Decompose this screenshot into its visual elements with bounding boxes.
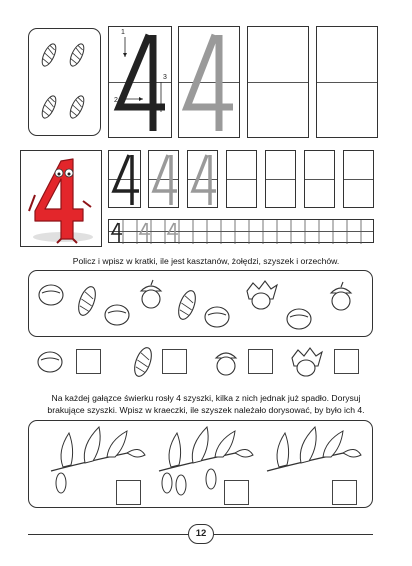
spruce-branch [267,427,361,471]
pine-cones-picture [29,29,102,137]
instruction-line-2: brakujące szyszki. Wpisz w kraeczki, ile szyszek należało dorysować, by było ich 4. [47,405,365,415]
writing-box-medium-4[interactable] [226,150,257,208]
acorn [141,280,161,308]
chestnut [287,309,311,329]
tracing-box-large-1 [108,26,172,138]
stroke-number-1: 1 [121,29,125,36]
objects-counting-box [28,270,373,337]
answer-box-acorns[interactable] [248,349,273,374]
red-four-box [20,150,102,247]
chestnut [39,285,63,305]
writing-box-large-3[interactable] [247,26,309,138]
tracing-box-medium-1 [108,150,141,208]
footer-line-left [28,534,188,535]
red-four-character-picture [21,151,103,248]
answer-box-branch-1[interactable] [116,480,141,505]
cone [75,285,98,318]
tracing-box-medium-3 [187,150,218,208]
cone-icon [131,346,154,379]
hazelnut [247,281,277,309]
page-number-badge [188,524,214,544]
acorn-icon [216,353,236,375]
box-midline [248,82,308,83]
tracing-box-medium-2 [148,150,179,208]
answer-box-branch-3[interactable] [332,480,357,505]
chestnut [205,307,229,327]
cone-sample-box [28,28,101,136]
box-midline [317,82,377,83]
cone [175,289,198,322]
instruction-count: Policz i wpisz w kratki, ile jest kasztanów, żołędzi, szyszek i orzechów. [72,256,340,266]
instruction-draw-cones [20,392,392,416]
digit-four-trace-gray-small [188,151,219,209]
page-number: 12 [195,528,207,539]
digit-four-guided-small [109,151,142,209]
writing-box-medium-7[interactable] [343,150,374,208]
tracing-box-large-2 [178,26,240,138]
instruction-line-1: Na każdej gałązce świerku rosły 4 szyszki, kilka z nich jednak już spadło. Dorysuj [51,393,361,403]
footer-line-right [214,534,373,535]
stroke-number-2: 2 [114,97,118,104]
tracing-strip-grid [109,220,375,244]
acorn [331,282,351,310]
branches-box [28,420,373,508]
answer-box-branch-2[interactable] [224,480,249,505]
cone [206,469,216,489]
mixed-objects-picture [29,271,374,338]
answer-box-chestnuts[interactable] [76,349,101,374]
writing-box-large-4[interactable] [316,26,378,138]
cone [176,475,186,495]
writing-box-medium-6[interactable] [304,150,335,208]
digit-four-guided [109,27,173,139]
chestnut-icon [38,352,62,372]
digit-four-trace-gray-small [149,151,180,209]
writing-box-medium-5[interactable] [265,150,296,208]
spruce-branches-picture [29,421,374,509]
stroke-number-3: 3 [163,74,167,81]
hazelnut-icon [292,348,322,376]
tracing-strip[interactable] [108,219,374,243]
cone [56,473,66,493]
digit-four-trace-gray [179,27,241,139]
answer-box-cones[interactable] [162,349,187,374]
chestnut [105,305,129,325]
answer-box-nuts[interactable] [334,349,359,374]
cone [162,473,172,493]
